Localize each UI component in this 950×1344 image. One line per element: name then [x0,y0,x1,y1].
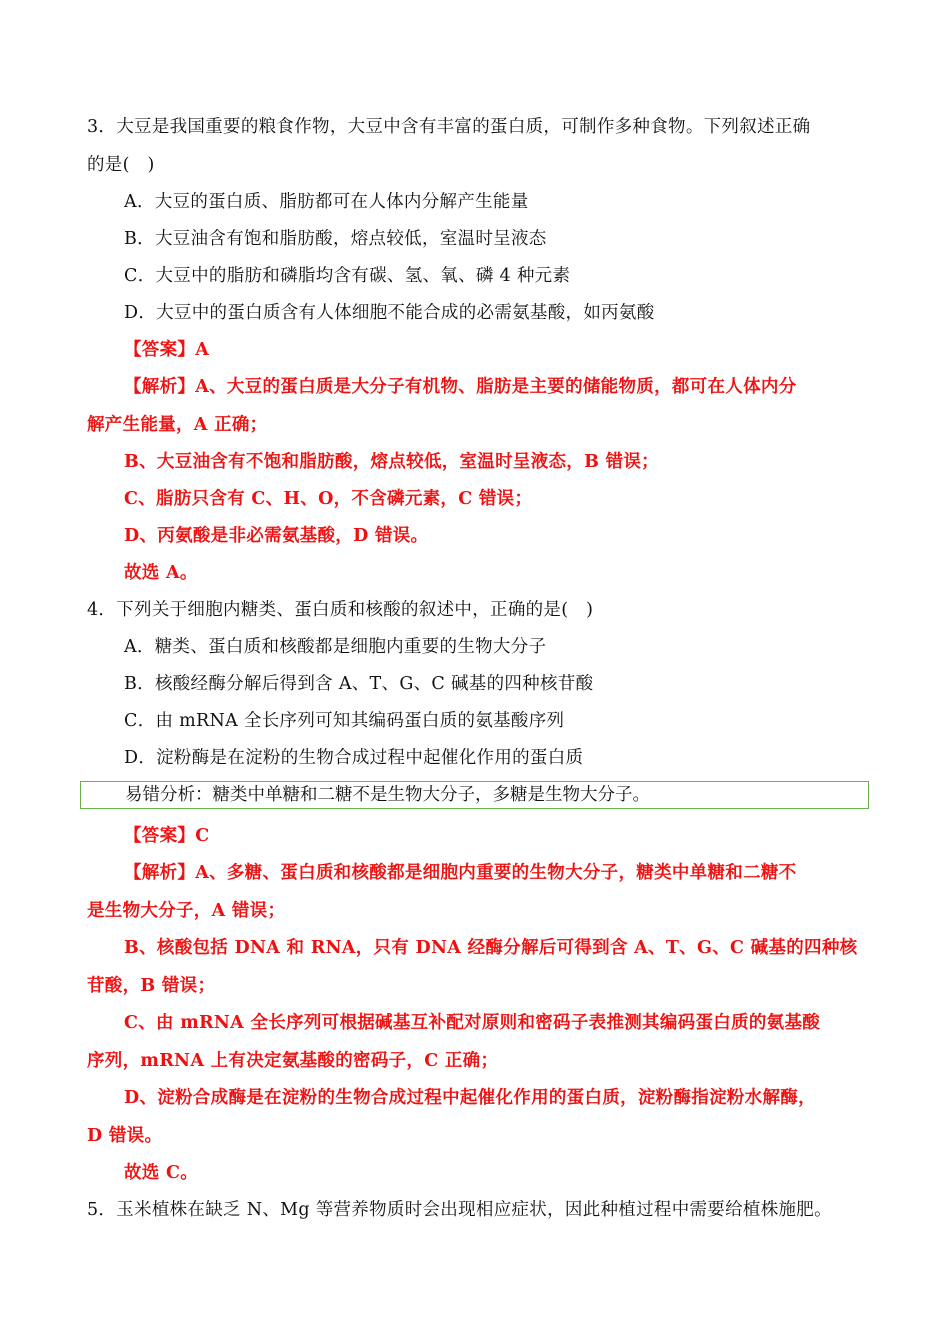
q4-option-d: D．淀粉酶是在淀粉的生物合成过程中起催化作用的蛋白质 [124,748,584,768]
q4-analysis-line-4: 苷酸，B 错误； [87,976,216,996]
q4-analysis-line-7: D、淀粉合成酶是在淀粉的生物合成过程中起催化作用的蛋白质，淀粉酶指淀粉水解酶， [124,1088,816,1108]
q3-analysis-line-2: 解产生能量，A 正确； [87,415,268,435]
error-analysis-box [80,781,869,809]
q3-answer: 【答案】A [124,340,210,360]
q3-stem-line-2: 的是( ) [87,155,155,175]
q4-option-b: B．核酸经酶分解后得到含 A、T、G、C 碱基的四种核苷酸 [124,674,594,694]
q3-analysis-line-4: C、脂肪只含有 C、H、O，不含磷元素，C 错误； [124,489,533,509]
q4-analysis-line-3: B、核酸包括 DNA 和 RNA，只有 DNA 经酶分解后可得到含 A、T、G、C 碱基的四种核 [124,938,858,958]
q4-analysis-line-2: 是生物大分子，A 错误； [87,901,286,921]
q4-option-c: C．由 mRNA 全长序列可知其编码蛋白质的氨基酸序列 [124,711,565,731]
q4-option-a: A．糖类、蛋白质和核酸都是细胞内重要的生物大分子 [124,637,547,657]
q3-option-d: D．大豆中的蛋白质含有人体细胞不能合成的必需氨基酸，如丙氨酸 [124,303,655,323]
q3-analysis-line-1: 【解析】A、大豆的蛋白质是大分子有机物、脂肪是主要的储能物质，都可在人体内分 [124,377,797,397]
error-analysis-text: 易错分析：糖类中单糖和二糖不是生物大分子，多糖是生物大分子。 [125,785,650,805]
q3-stem-line-1: 3．大豆是我国重要的粮食作物，大豆中含有丰富的蛋白质，可制作多种食物。下列叙述正确 [87,117,811,137]
q3-analysis-conclusion: 故选 A。 [124,563,198,583]
q3-option-b: B．大豆油含有饱和脂肪酸，熔点较低，室温时呈液态 [124,229,547,249]
q5-stem: 5．玉米植株在缺乏 N、Mg 等营养物质时会出现相应症状，因此种植过程中需要给植株施肥。 [87,1200,832,1220]
q3-analysis-line-5: D、丙氨酸是非必需氨基酸，D 错误。 [124,526,429,546]
q4-analysis-conclusion: 故选 C。 [124,1163,199,1183]
q4-analysis-line-8: D 错误。 [87,1126,163,1146]
q3-option-c: C．大豆中的脂肪和磷脂均含有碳、氢、氧、磷 4 种元素 [124,266,571,286]
q4-analysis-line-5: C、由 mRNA 全长序列可根据碱基互补配对原则和密码子表推测其编码蛋白质的氨基酸 [124,1013,821,1033]
q4-answer: 【答案】C [124,826,210,846]
q3-option-a: A．大豆的蛋白质、脂肪都可在人体内分解产生能量 [124,192,529,212]
q4-analysis-line-6: 序列，mRNA 上有决定氨基酸的密码子，C 正确； [87,1051,499,1071]
q4-analysis-line-1: 【解析】A、多糖、蛋白质和核酸都是细胞内重要的生物大分子，糖类中单糖和二糖不 [124,863,797,883]
q4-stem: 4．下列关于细胞内糖类、蛋白质和核酸的叙述中，正确的是( ) [87,600,594,620]
q3-analysis-line-3: B、大豆油含有不饱和脂肪酸，熔点较低，室温时呈液态，B 错误； [124,452,659,472]
